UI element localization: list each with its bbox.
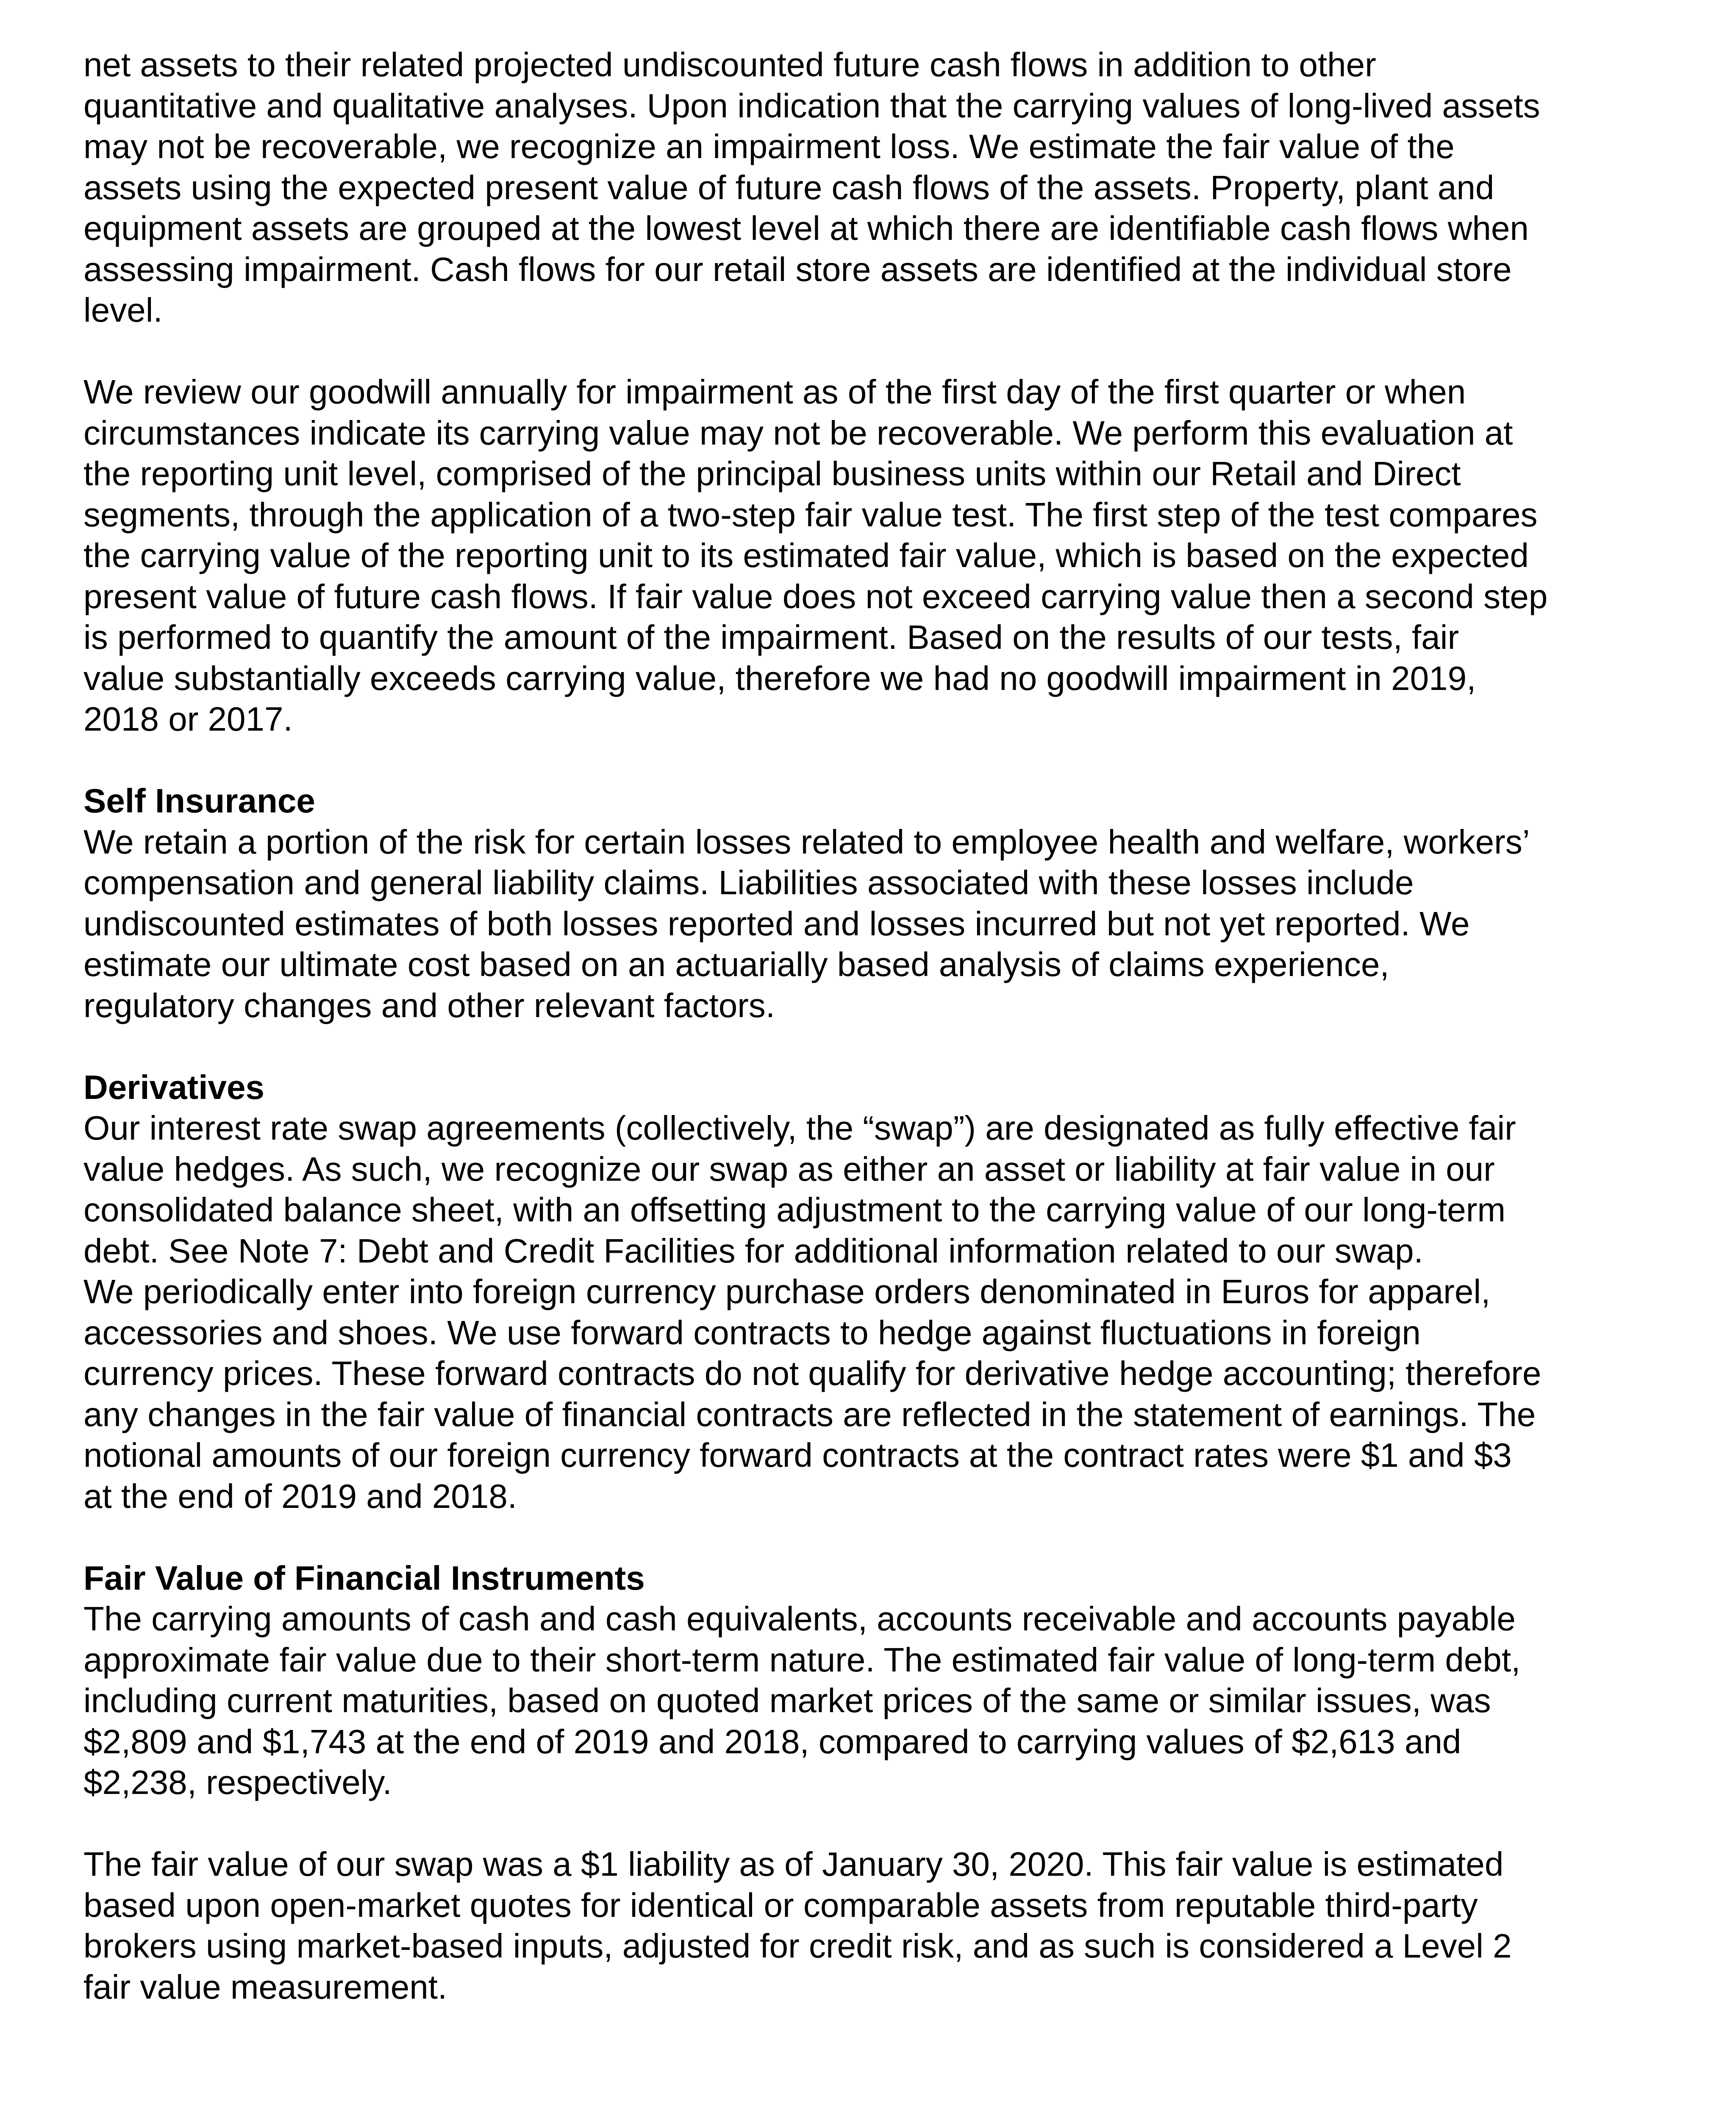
impairment-paragraph: net assets to their related projected undiscounted future cash flows in addition to other quantitative and qualitative analyses. Upon indication that the carrying values of long-lived assets may not be recoverable, we recognize an impairment loss. We estimate the fair value of the assets using the expected present value of future cash flows of the assets. Property, plant and equipment assets are grouped at the lowest level at which there are identifiable cash flows when assessing impairment. Cash flows for our retail store assets are identified at the individual store level. [83, 46, 1540, 329]
paragraph-spacer [83, 740, 1685, 781]
paragraph-spacer [83, 1803, 1685, 1844]
self-insurance-body: We retain a portion of the risk for certain losses related to employee health and welfare, workers’ compensation and general liability claims. Liabilities associated with these losses include undiscounted estimates of both losses reported and losses incurred but not yet reported. We estimate our ultimate cost based on an actuarially based analysis of claims experience, regulatory changes and other relevant factors. [83, 823, 1530, 1024]
derivatives-body: Our interest rate swap agreements (collectively, the “swap”) are designated as fully effective fair value hedges. As such, we recognize our swap as either an asset or liability at fair value in our consolidated balance sheet, with an offsetting adjustment to the carrying value of our long-term debt. See Note 7: Debt and Credit Facilities for additional information related to our swap. We periodically enter into foreign currency purchase orders denominated in Euros for apparel, accessories and shoes. We use forward contracts to hedge against fluctuations in foreign currency prices. These forward contracts do not qualify for derivative hedge accounting; therefore any changes in the fair value of financial contracts are reflected in the statement of earnings. The notional amounts of our foreign currency forward contracts at the contract rates were $1 and $3 at the end of 2019 and 2018. [83, 1109, 1542, 1515]
goodwill-paragraph: We review our goodwill annually for impairment as of the first day of the first quarter or when circumstances indicate its carrying value may not be recoverable. We perform this evaluation at the reporting unit level, comprised of the principal business units within our Retail and Direct segments, through the application of a two-step fair value test. The first step of the test compares the carrying value of the reporting unit to its estimated fair value, which is based on the expected present value of future cash flows. If fair value does not exceed carrying value then a second step is performed to quantify the amount of the impairment. Based on the results of our tests, fair value substantially exceeds carrying value, therefore we had no goodwill impairment in 2019, 2018 or 2017. [83, 373, 1548, 738]
derivatives-heading: Derivatives [83, 1068, 264, 1106]
section-spacer [83, 2089, 1685, 2119]
paragraph-spacer [83, 331, 1685, 372]
paragraph-spacer [83, 1517, 1685, 1558]
fair-value-body-1: The carrying amounts of cash and cash equivalents, accounts receivable and accounts payable approximate fair value due to their short-term nature. The estimated fair value of long-term debt, including current maturities, based on quoted market prices of the same or similar issues, was $2,809 and $1,743 at the end of 2019 and 2018, compared to carrying values of $2,613 and $2,238, respectively. [83, 1600, 1521, 1801]
fair-value-section [83, 1558, 1685, 2008]
document-page [83, 44, 1685, 2119]
fair-value-body-2: The fair value of our swap was a $1 liability as of January 30, 2020. This fair value is estimated based upon open-market quotes for identical or comparable assets from reputable third-party brokers using market-based inputs, adjusted for credit risk, and as such is considered a Level 2 fair value measurement. [83, 1845, 1512, 2006]
paragraph-spacer [83, 1026, 1685, 1067]
self-insurance-heading: Self Insurance [83, 782, 315, 820]
section-spacer [83, 2008, 1685, 2089]
self-insurance-section [83, 781, 1685, 1026]
fair-value-heading: Fair Value of Financial Instruments [83, 1559, 645, 1597]
derivatives-section [83, 1067, 1685, 1517]
